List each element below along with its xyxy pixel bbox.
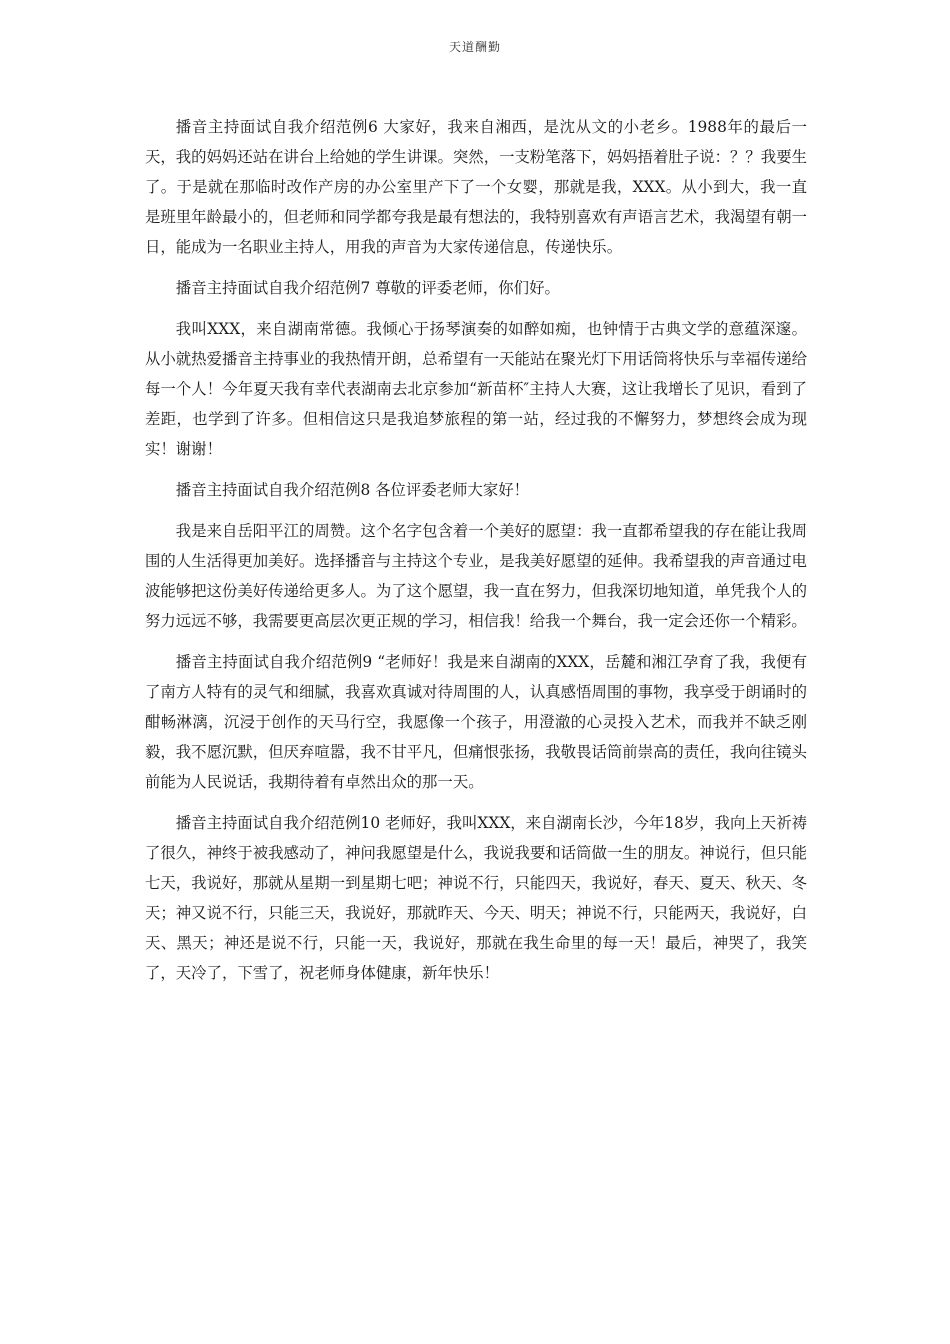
document-body	[145, 112, 807, 999]
paragraph-example-8-heading: 播音主持面试自我介绍范例8 各位评委老师大家好！	[175, 481, 530, 499]
page-header: 天道酬勤	[448, 40, 501, 54]
paragraph-example-6: 播音主持面试自我介绍范例6 大家好，我来自湘西，是沈从文的小老乡。1988年的最后一天，我的妈妈还站在讲台上给她的学生讲课。突然，一支粉笔落下，妈妈捂着肚子说：？？我要生了。于是就在那临时改作产房的办公室里产下了一个女婴，那就是我，XXX。从小到大，我一直是班里年龄最小的，但老师和同学都夸我是最有想法的，我特别喜欢有声语言艺术，我渴望有朝一日，能成为一名职业主持人，用我的声音为大家传递信息，传递快乐。	[145, 118, 807, 256]
paragraph-example-10: 播音主持面试自我介绍范例10 老师好，我叫XXX，来自湖南长沙，今年18岁，我向上天祈祷了很久，神终于被我感动了，神问我愿望是什么，我说我要和话筒做一生的朋友。神说行，但只能七天，我说好，那就从星期一到星期七吧；神说不行，只能四天，我说好，春天、夏天、秋天、冬天；神又说不行，只能三天，我说好，那就昨天、今天、明天；神说不行，只能两天，我说好，白天、黑天；神还是说不行，只能一天，我说好，那就在我生命里的每一天！最后，神哭了，我笑了，天冷了，下雪了，祝老师身体健康，新年快乐！	[145, 814, 807, 982]
paragraph-example-9: 播音主持面试自我介绍范例9 “老师好！我是来自湖南的XXX，岳麓和湘江孕育了我，我便有了南方人特有的灵气和细腻，我喜欢真诚对待周围的人，认真感悟周围的事物，我享受于朗诵时的酣畅淋漓，沉浸于创作的天马行空，我愿像一个孩子，用澄澈的心灵投入艺术，而我并不缺乏刚毅，我不愿沉默，但厌弃喧嚣，我不甘平凡，但痛恨张扬，我敬畏话筒前崇高的责任，我向往镜头前能为人民说话，我期待着有卓然出众的那一天。	[145, 653, 807, 791]
paragraph-example-7-heading: 播音主持面试自我介绍范例7 尊敬的评委老师，你们好。	[175, 279, 560, 297]
paragraph-example-8-body: 我是来自岳阳平江的周赞。这个名字包含着一个美好的愿望：我一直都希望我的存在能让我周围的人生活得更加美好。选择播音与主持这个专业，是我美好愿望的延伸。我希望我的声音通过电波能够把这份美好传递给更多人。为了这个愿望，我一直在努力，但我深切地知道，单凭我个人的努力远远不够，我需要更高层次更正规的学习，相信我！给我一个舞台，我一定会还你一个精彩。	[145, 522, 807, 630]
paragraph-example-7-body: 我叫XXX，来自湖南常德。我倾心于扬琴演奏的如醉如痴，也钟情于古典文学的意蕴深邃。从小就热爱播音主持事业的我热情开朗，总希望有一天能站在聚光灯下用话筒将快乐与幸福传递给每一个人！今年夏天我有幸代表湖南去北京参加“新苗杯″主持人大赛，这让我增长了见识，看到了差距，也学到了许多。但相信这只是我追梦旅程的第一站，经过我的不懈努力，梦想终会成为现实！谢谢！	[145, 320, 807, 458]
